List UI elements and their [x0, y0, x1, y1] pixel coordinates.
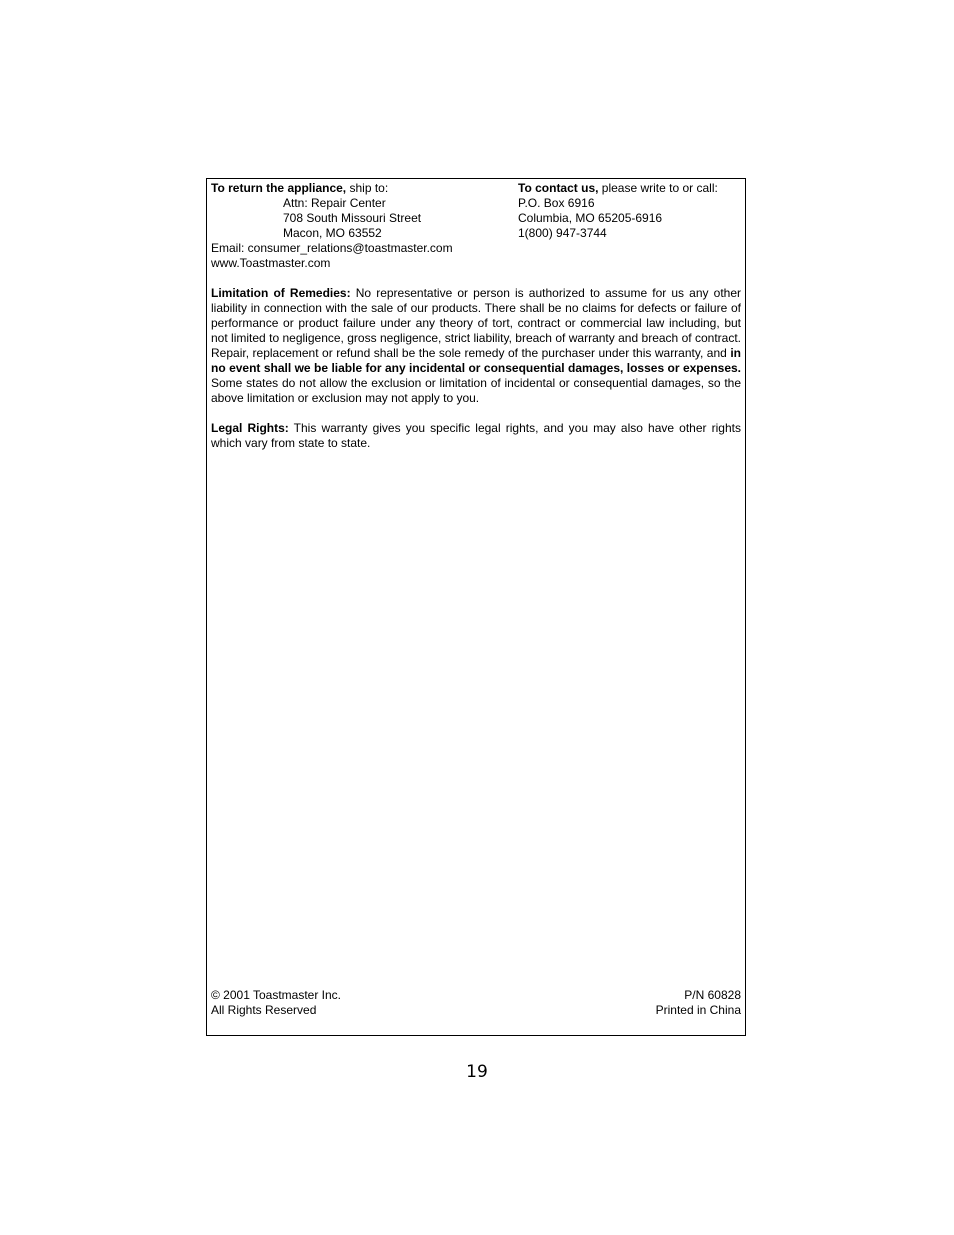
return-address-line-3: Macon, MO 63552: [283, 226, 382, 240]
return-email: Email: consumer_relations@toastmaster.com: [211, 241, 453, 255]
contact-phone: 1(800) 947-3744: [518, 226, 607, 240]
contact-section: [518, 181, 743, 241]
limitation-text-2: Some states do not allow the exclusion or limitation of incidental or consequential damages, so the above limitation or exclusion may not apply to you.: [211, 376, 741, 405]
contact-line-2: Columbia, MO 65205-6916: [518, 211, 663, 225]
page-number: 19: [466, 1062, 488, 1082]
return-section: [211, 181, 511, 271]
return-address-line-2: 708 South Missouri Street: [283, 211, 422, 225]
return-heading-line: [211, 181, 511, 196]
footer-left: [211, 988, 341, 1018]
return-heading: To return the appliance,: [211, 181, 347, 195]
legal-rights: [211, 421, 741, 451]
copyright: © 2001 Toastmaster Inc.: [211, 988, 342, 1002]
all-rights-reserved: All Rights Reserved: [211, 1003, 317, 1017]
return-address-line-1: Attn: Repair Center: [283, 196, 386, 210]
warranty-panel: [206, 178, 746, 1036]
limitation-text-1: No representative or person is authorized to assume for us any other liability in connection with the sale of our products. There shall be no claims for defects or failure of performance or product failure under any theory of tort, contract or commercial law including, but not limited to negligence, gross negligence, strict liability, breach of warranty and breach of contract. Repair, replacement or refund shall be the sole remedy of the purchaser under this warranty, and: [211, 286, 742, 360]
part-number: P/N 60828: [684, 988, 741, 1002]
contact-heading-line: [518, 181, 743, 196]
return-website: www.Toastmaster.com: [211, 256, 331, 270]
contact-heading-suffix: please write to or call:: [598, 181, 718, 195]
printed-in: Printed in China: [655, 1003, 741, 1017]
limitation-heading: Limitation of Remedies:: [211, 286, 351, 300]
contact-heading: To contact us,: [518, 181, 599, 195]
legal-rights-heading: Legal Rights:: [211, 421, 289, 435]
contact-line-1: P.O. Box 6916: [518, 196, 595, 210]
limitation-of-remedies: [211, 286, 741, 406]
footer-right: [656, 988, 741, 1018]
return-heading-suffix: ship to:: [346, 181, 389, 195]
legal-rights-text: This warranty gives you specific legal rights, and you may also have other rights which vary from state to state.: [211, 421, 741, 450]
limitation-bold-text: in no event shall we be liable for any incidental or consequential damages, losses or expenses.: [211, 346, 741, 375]
